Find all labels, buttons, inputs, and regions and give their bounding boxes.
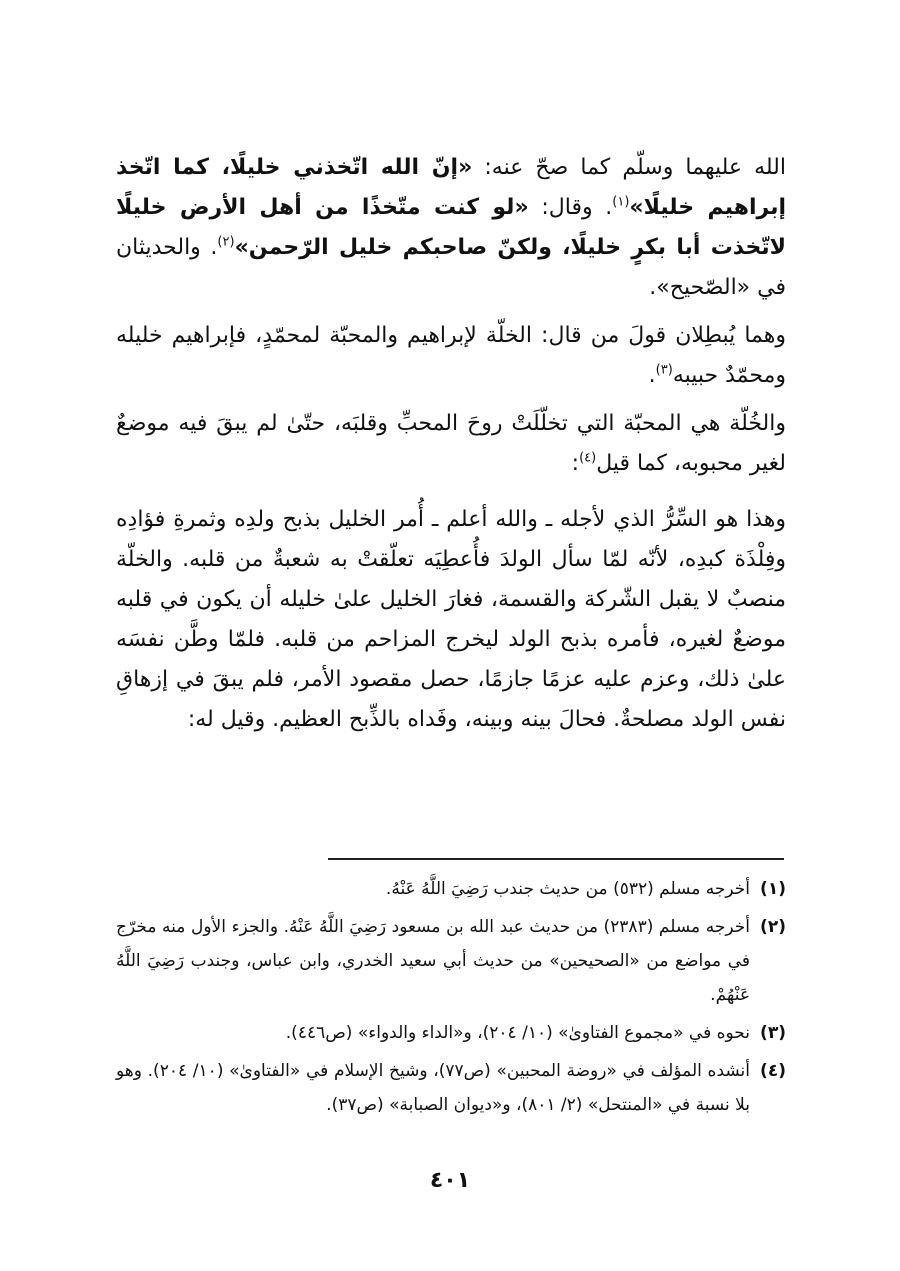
footnote-ref-2: (٢) (217, 234, 235, 250)
text-run: : (571, 451, 580, 476)
footnote-ref-1: (١) (612, 194, 630, 210)
footnote-number: (٣) (760, 1023, 786, 1043)
footnote-number: (١) (760, 879, 786, 899)
footnote (116, 1016, 786, 1050)
text-run: . وقال: (528, 195, 613, 220)
paragraph-3 (116, 404, 786, 484)
text-run: الله عليهما وسلّم كما صحّ عنه: (472, 155, 786, 180)
footnote-ref-3: (٣) (655, 362, 673, 378)
paragraph-1 (116, 148, 786, 308)
footnote-text: نحوه في «مجموع الفتاوىٰ» (١٠/ ٢٠٤)، و«الداء والدواء» (ص٤٤٦). (285, 1023, 750, 1043)
footnotes (116, 872, 786, 1126)
paragraph-2 (116, 316, 786, 396)
footnote-text: أنشده المؤلف في «روضة المحبين» (ص٧٧)، وشيخ الإسلام في «الفتاوىٰ» (١٠/ ٢٠٤). وهو بلا نسبة في «المنتحل» (٢/ ٨٠١)، و«ديوان الصبابة» (ص٣٧). (116, 1061, 750, 1115)
text-run: والخُلّة هي المحبّة التي تخلّلَتْ روحَ المحبِّ وقلبَه، حتّىٰ لم يبقَ فيه موضعٌ لغير محبوبه، كما قيل (116, 411, 786, 476)
footnote-number: (٤) (760, 1061, 786, 1081)
footnote-text: أخرجه مسلم (٢٣٨٣) من حديث عبد الله بن مسعود رَضِيَ اللَّهُ عَنْهُ. والجزء الأول منه مخرّج في مواضع من «الصحيحين» من حديث أبي سعيد الخدري، وابن عباس، وجندب رَضِيَ اللَّهُ عَنْهُمْ. (116, 917, 750, 1005)
paragraph-4: وهذا هو السِّرُّ الذي لأجله ـ والله أعلم ـ أُمر الخليل بذبح ولدِه وثمرةِ فؤادِه وفِلْذَة كبدِه، لأنّه لمّا سأل الولدَ فأُعطِيَه تعلّقتْ به شعبةٌ من قلبه. والخلّة منصبٌ لا يقبل الشّركة والقسمة، فغارَ الخليل علىٰ خليله أن يكون في قلبه موضعٌ لغيره، فأمره بذبح الولد ليخرج المزاحم من قلبه. فلمّا وطَّن نفسَه علىٰ ذلك، وعزم عليه عزمًا جازمًا، حصل مقصود الأمر، فلم يبقَ في إزهاقِ نفس الولد مصلحةٌ. فحالَ بينه وبينه، وفَداه بالذِّبح العظيم. وقيل له: (116, 507, 786, 732)
footnote-ref-4: (٤) (579, 450, 597, 466)
hadith-quote-1: «إنّ الله اتّخذني خليلًا، كما اتّخذ إبراهيم خليلًا» (116, 155, 786, 220)
main-text (116, 148, 786, 748)
footnote (116, 872, 786, 906)
text-run: وهما يُبطِلان قولَ من قال: الخلّة لإبراهيم والمحبّة لمحمّدٍ، فإبراهيم خليله ومحمّدٌ حبيبه (116, 323, 786, 388)
footnote-separator (328, 858, 784, 860)
page-number: ٤٠١ (429, 1168, 471, 1193)
hadith-quote-2: «لو كنت متّخذًا من أهل الأرض خليلًا لاتّخذت أبا بكرٍ خليلًا، ولكنّ صاحبكم خليل الرّحمن» (116, 195, 787, 260)
footnote (116, 910, 786, 1012)
text-run: . والحديثان في «الصّحيح». (116, 235, 786, 300)
footnote-number: (٢) (760, 917, 786, 937)
footnote (116, 1054, 786, 1122)
footnote-text: أخرجه مسلم (٥٣٢) من حديث جندب رَضِيَ اللَّهُ عَنْهُ. (385, 879, 750, 899)
text-run: . (648, 363, 656, 388)
